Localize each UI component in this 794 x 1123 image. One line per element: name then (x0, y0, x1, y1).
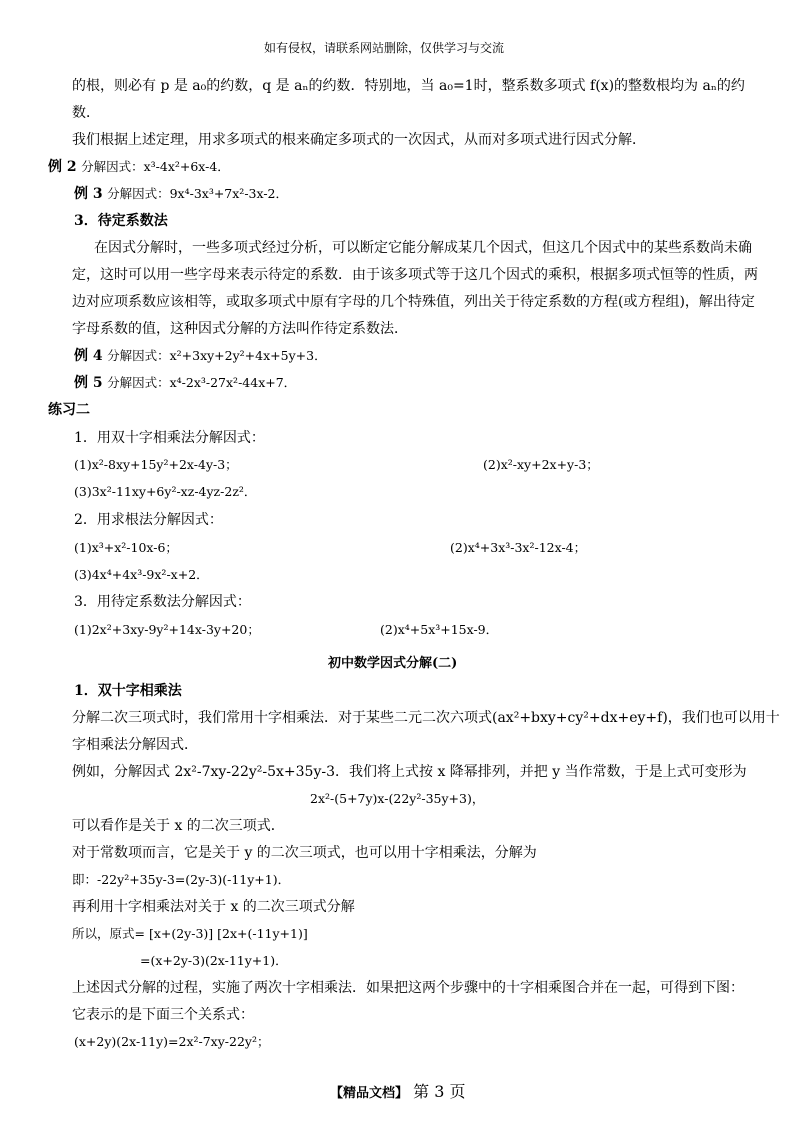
example-text: 分解因式：x⁴-2x³-27x²-44x+7． (107, 375, 297, 390)
question: 3．用待定系数法分解因式： (74, 594, 251, 610)
paragraph-line: 上述因式分解的过程，实施了两次十字相乘法．如果把这两个步骤中的十字相乘图合并在一起，可得到下图： (72, 980, 744, 996)
question-item: (3)3x²-11xy+6y²-xz-4yz-2z²． (74, 484, 257, 499)
paragraph-line: 对于常数项而言，它是关于 y 的二次三项式，也可以用十字相乘法，分解为 (72, 845, 537, 861)
example-3 (74, 184, 288, 204)
question: 1．用双十字相乘法分解因式： (74, 430, 265, 446)
example-label: 例 3 (74, 186, 103, 202)
example-text: 分解因式：9x⁴-3x³+7x²-3x-2． (107, 186, 288, 201)
question-item: (2)x⁴+5x³+15x-9． (380, 622, 499, 637)
section-heading: 1．双十字相乘法 (74, 683, 182, 699)
header-notice: 如有侵权，请联系网站删除，仅供学习与交流 (264, 41, 505, 55)
paragraph-line: 例如，分解因式 2x²-7xy-22y²-5x+35y-3．我们将上式按 x 降幂排列，并把 y 当作常数，于是上式可变形为 (72, 764, 747, 780)
question-item: (1)x²-8xy+15y²+2x-4y-3； (74, 457, 238, 472)
formula-line: =(x+2y-3)(2x-11y+1)． (140, 953, 288, 968)
question: 2．用求根法分解因式： (74, 512, 223, 528)
page-number: 第 3 页 (413, 1082, 466, 1101)
question-item: (2)x⁴+3x³-3x²-12x-4； (450, 540, 587, 555)
question-item: (1)x³+x²-10x-6； (74, 540, 178, 555)
example-text: 分解因式：x²+3xy+2y²+4x+5y+3． (107, 348, 327, 363)
text-line: 我们根据上述定理，用求多项式的根来确定多项式的一次因式，从而对多项式进行因式分解． (72, 132, 646, 148)
text-line: 的根，则必有 p 是 a₀的约数，q 是 aₙ的约数．特别地，当 a₀=1时，整系数多项式 f(x)的整数根均为 aₙ的约 (72, 78, 745, 94)
paragraph-line: 定，这时可以用一些字母来表示待定的系数．由于该多项式等于这几个因式的乘积，根据多项式恒等的性质，两 (72, 267, 758, 283)
formula-line: 2x²-(5+7y)x-(22y²-35y+3)， (310, 791, 485, 806)
question-item: (2)x²-xy+2x+y-3； (483, 457, 599, 472)
formula-line: 所以，原式= [x+(2y-3)] [2x+(-11y+1)] (72, 926, 308, 941)
text-line: 数． (72, 105, 100, 121)
paragraph-line: 字母系数的值，这种因式分解的方法叫作待定系数法． (72, 321, 408, 337)
example-label: 例 2 (48, 159, 77, 175)
example-4 (74, 346, 327, 366)
paragraph-line: 字相乘法分解因式． (72, 737, 198, 753)
paragraph-line: 它表示的是下面三个关系式： (72, 1007, 254, 1023)
section-heading: 3．待定系数法 (74, 213, 168, 229)
paragraph-line: 分解二次三项式时，我们常用十字相乘法．对于某些二元二次六项式(ax²+bxy+cy²+dx+ey+f)，我们也可以用十 (72, 710, 780, 726)
paragraph-line: 可以看作是关于 x 的二次三项式． (72, 818, 285, 834)
page-footer (330, 1082, 465, 1104)
example-text: 分解因式：x³-4x²+6x-4． (81, 159, 230, 174)
practice-heading: 练习二 (48, 402, 90, 418)
formula-line: 即：-22y²+35y-3=(2y-3)(-11y+1)． (72, 872, 291, 887)
section-title: 初中数学因式分解(二) (328, 656, 458, 671)
example-2 (48, 157, 230, 177)
example-label: 例 5 (74, 375, 103, 391)
question-item: (3)4x⁴+4x³-9x²-x+2． (74, 567, 209, 582)
question-item: (1)2x²+3xy-9y²+14x-3y+20； (74, 622, 260, 637)
paragraph-line: 再利用十字相乘法对关于 x 的二次三项式分解 (72, 899, 355, 915)
footer-tag: 【精品文档】 (330, 1086, 409, 1101)
example-label: 例 4 (74, 348, 103, 364)
example-5 (74, 373, 296, 393)
paragraph-line: 在因式分解时，一些多项式经过分析，可以断定它能分解成某几个因式，但这几个因式中的某些系数尚未确 (94, 240, 752, 256)
formula-line: (x+2y)(2x-11y)=2x²-7xy-22y²； (74, 1034, 270, 1049)
paragraph-line: 边对应项系数应该相等，或取多项式中原有字母的几个特殊值，列出关于待定系数的方程(或方程组)，解出待定 (72, 294, 755, 310)
